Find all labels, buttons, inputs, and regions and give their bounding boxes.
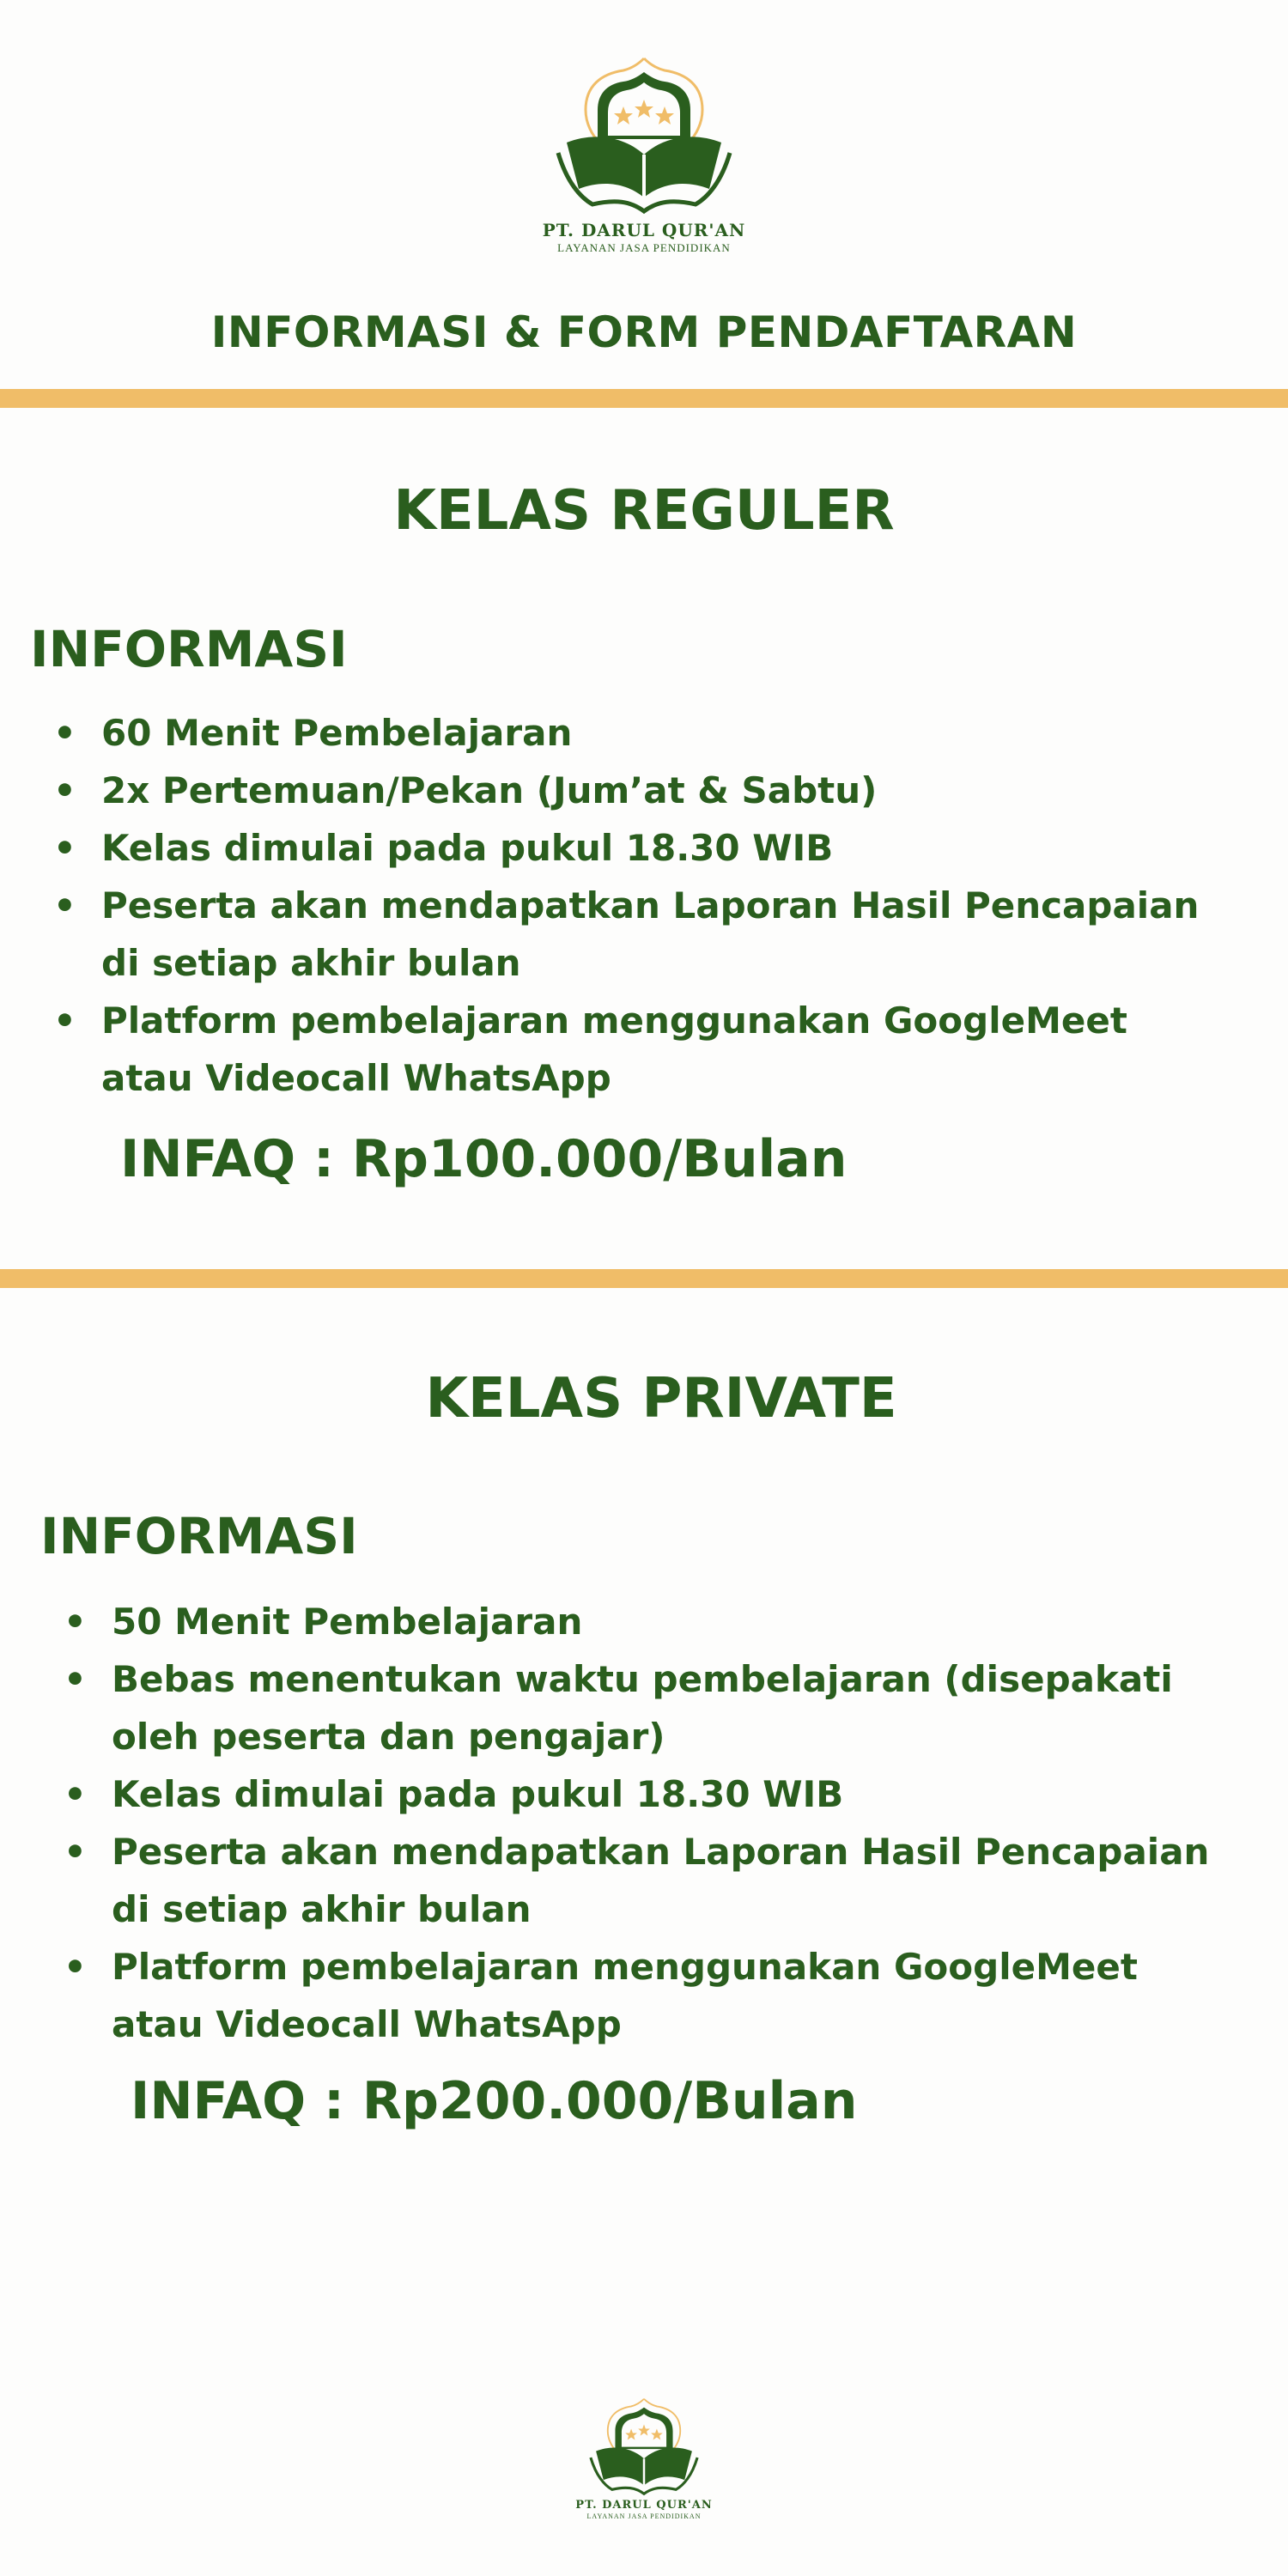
list-item [52,762,1219,819]
list-item-text: Platform pembelajaran menggunakan GoogleMeet atau Videocall WhatsApp [101,999,1127,1099]
logo-tagline: LAYANAN JASA PENDIDIKAN [557,241,731,254]
price-private: INFAQ : Rp200.000/Bulan [131,2071,858,2131]
page-title: INFORMASI & FORM PENDAFTARAN [210,307,1078,357]
list-item [52,992,1219,1107]
bullet-icon: • [53,712,76,754]
bullet-icon: • [53,827,76,869]
list-item-text: Peserta akan mendapatkan Laporan Hasil Pencapaian di setiap akhir bulan [112,1831,1210,1930]
bullet-icon: • [64,1658,87,1700]
bullet-icon: • [53,884,76,927]
section-title-reguler: KELAS REGULER [393,479,895,543]
company-logo-footer [571,2396,717,2520]
quran-book-dome-icon [541,53,747,216]
info-list-private [62,1593,1230,2053]
list-item [62,1765,1230,1823]
price-reguler: INFAQ : Rp100.000/Bulan [120,1129,848,1189]
logo-tagline: LAYANAN JASA PENDIDIKAN [586,2512,702,2520]
quran-book-dome-icon [580,2396,708,2497]
list-item-text: Peserta akan mendapatkan Laporan Hasil Pencapaian di setiap akhir bulan [101,884,1200,984]
list-item-text: 2x Pertemuan/Pekan (Jum’at & Sabtu) [101,769,878,811]
list-item [62,1823,1230,1938]
list-item [52,819,1219,877]
section-divider [0,1269,1288,1288]
bullet-icon: • [53,999,76,1042]
list-item-text: 50 Menit Pembelajaran [112,1601,583,1643]
list-item-text: 60 Menit Pembelajaran [101,712,573,754]
list-item-text: Bebas menentukan waktu pembelajaran (disepakati oleh peserta dan pengajar) [112,1658,1173,1758]
list-item-text: Platform pembelajaran menggunakan GoogleMeet atau Videocall WhatsApp [112,1946,1138,2045]
info-list-reguler [52,704,1219,1107]
section-title-private: KELAS PRIVATE [425,1367,897,1431]
list-item [62,1650,1230,1765]
info-heading-private: INFORMASI [40,1507,358,1565]
company-logo [532,53,756,255]
info-heading-reguler: INFORMASI [30,620,348,678]
section-divider [0,389,1288,408]
list-item [62,1938,1230,2053]
list-item [62,1593,1230,1650]
list-item [52,877,1219,992]
bullet-icon: • [64,1946,87,1988]
list-item-text: Kelas dimulai pada pukul 18.30 WIB [101,827,834,869]
list-item-text: Kelas dimulai pada pukul 18.30 WIB [112,1773,844,1815]
bullet-icon: • [64,1831,87,1873]
logo-brand-name: PT. DARUL QUR'AN [542,220,746,240]
bullet-icon: • [64,1773,87,1815]
bullet-icon: • [53,769,76,811]
list-item [52,704,1219,762]
logo-brand-name: PT. DARUL QUR'AN [575,2499,713,2512]
bullet-icon: • [64,1601,87,1643]
